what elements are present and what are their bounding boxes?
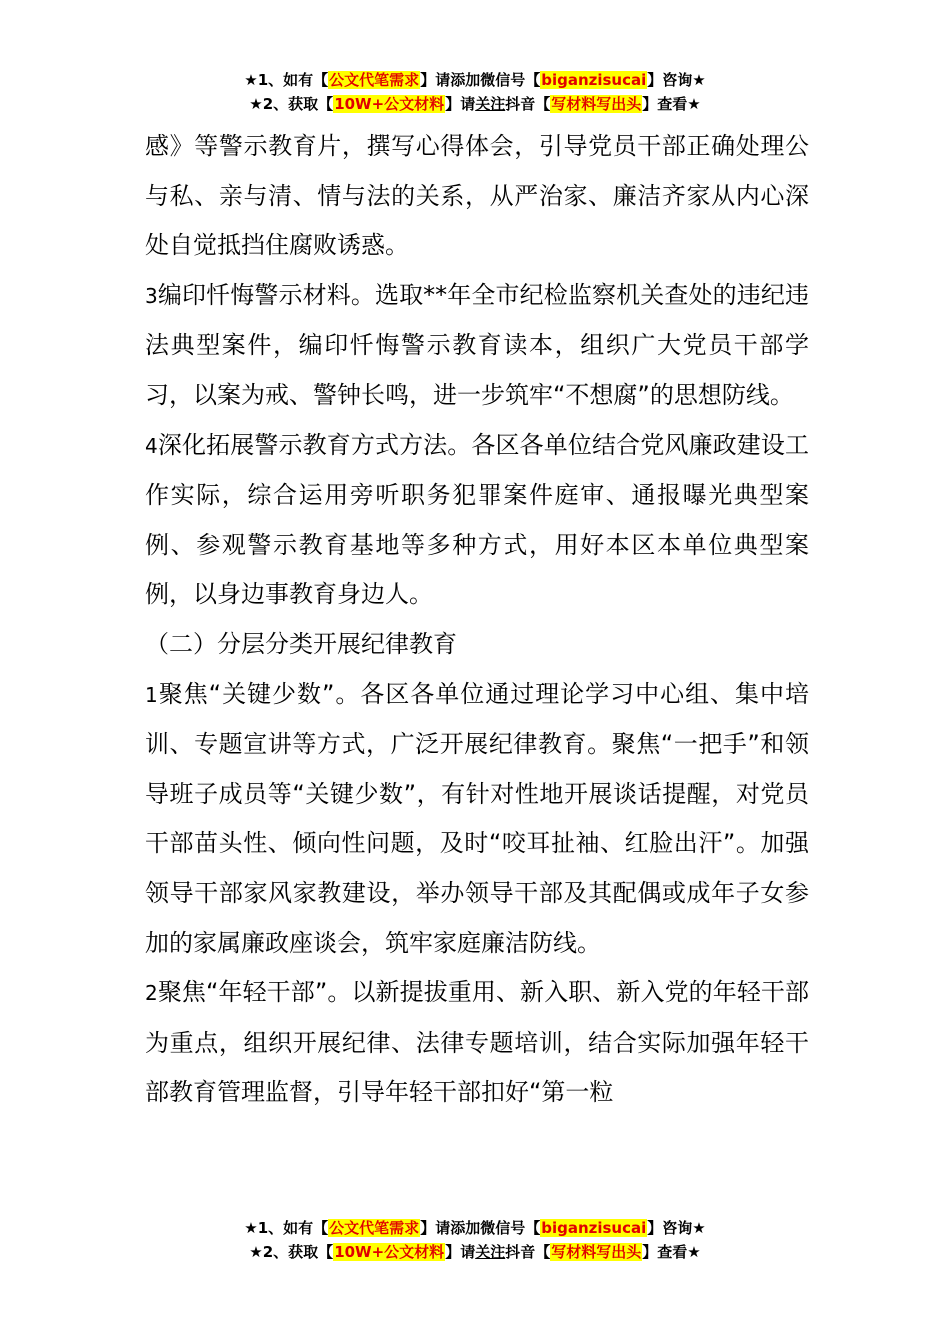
promo-text: 抖音【 — [505, 95, 551, 113]
item-number: 1 — [145, 682, 158, 707]
wechat-id-highlight: biganzisucai — [541, 71, 647, 89]
promo-underlined: 关注 — [475, 95, 506, 113]
promo-highlight: 公文代笔需求 — [329, 71, 420, 89]
item-number: 4 — [145, 433, 158, 458]
promo-text: 抖音【 — [505, 1243, 551, 1261]
paragraph — [145, 968, 809, 1118]
section-heading: （二）分层分类开展纪律教育 — [145, 629, 457, 658]
promo-line-2 — [0, 1240, 950, 1264]
wechat-id-highlight: biganzisucai — [541, 1219, 647, 1237]
promo-text: 】咨询★ — [647, 1219, 706, 1237]
paragraph — [145, 271, 809, 421]
item-number: 3 — [145, 283, 158, 308]
promo-text: 】查看★ — [642, 1243, 701, 1261]
promo-text: ★1、如有【 — [244, 71, 329, 89]
promo-line-1 — [0, 68, 950, 92]
promo-text: ★2、获取【 — [249, 95, 334, 113]
paragraph-text: 聚焦“关键少数”。各区各单位通过理论学习中心组、集中培训、专题宣讲等方式，广泛开展纪律教育。聚焦“一把手”和领导班子成员等“关键少数”，有针对性地开展谈话提醒，对党员干部苗头性、倾向性问题，及时“咬耳扯袖、红脸出汗”。加强领导干部家风家教建设，举办领导干部及其配偶或成年子女参加的家属廉政座谈会，筑牢家庭廉洁防线。 — [145, 679, 809, 957]
paragraph — [145, 421, 809, 620]
paragraph-text: 聚焦“年轻干部”。以新提拔重用、新入职、新入党的年轻干部为重点，组织开展纪律、法律专题培训，结合实际加强年轻干部教育管理监督，引导年轻干部扣好“第一粒 — [145, 978, 809, 1107]
promo-highlight: 10W+公文材料 — [334, 1243, 445, 1261]
paragraph — [145, 670, 809, 969]
promo-text: ★1、如有【 — [244, 1219, 329, 1237]
item-number: 2 — [145, 981, 158, 1006]
promo-text: 】请 — [445, 95, 476, 113]
promo-line-1 — [0, 1216, 950, 1240]
promo-highlight: 公文代笔需求 — [329, 1219, 420, 1237]
douyin-name-highlight: 写材料写出头 — [551, 95, 642, 113]
douyin-name-highlight: 写材料写出头 — [551, 1243, 642, 1261]
promo-text: 】请添加微信号【 — [420, 1219, 541, 1237]
promo-underlined: 关注 — [475, 1243, 506, 1261]
promo-text: 】请添加微信号【 — [420, 71, 541, 89]
top-promo-banner — [0, 68, 950, 116]
paragraph-text: 深化拓展警示教育方式方法。各区各单位结合党风廉政建设工作实际，综合运用旁听职务犯罪案件庭审、通报曝光典型案例、参观警示教育基地等多种方式，用好本区本单位典型案例，以身边事教育身边人。 — [145, 430, 809, 609]
promo-text: 】请 — [445, 1243, 476, 1261]
bottom-promo-banner — [0, 1216, 950, 1264]
promo-text: ★2、获取【 — [249, 1243, 334, 1261]
promo-text: 】查看★ — [642, 95, 701, 113]
paragraph-text: 编印忏悔警示材料。选取**年全市纪检监察机关查处的违纪违法典型案件，编印忏悔警示教育读本，组织广大党员干部学习，以案为戒、警钟长鸣，进一步筑牢“不想腐”的思想防线。 — [145, 280, 809, 409]
promo-line-2 — [0, 92, 950, 116]
paragraph: 感》等警示教育片，撰写心得体会，引导党员干部正确处理公与私、亲与清、情与法的关系，从严治家、廉洁齐家从内心深处自觉抵挡住腐败诱惑。 — [145, 132, 809, 260]
document-body — [145, 122, 809, 1118]
promo-highlight: 10W+公文材料 — [334, 95, 445, 113]
promo-text: 】咨询★ — [647, 71, 706, 89]
